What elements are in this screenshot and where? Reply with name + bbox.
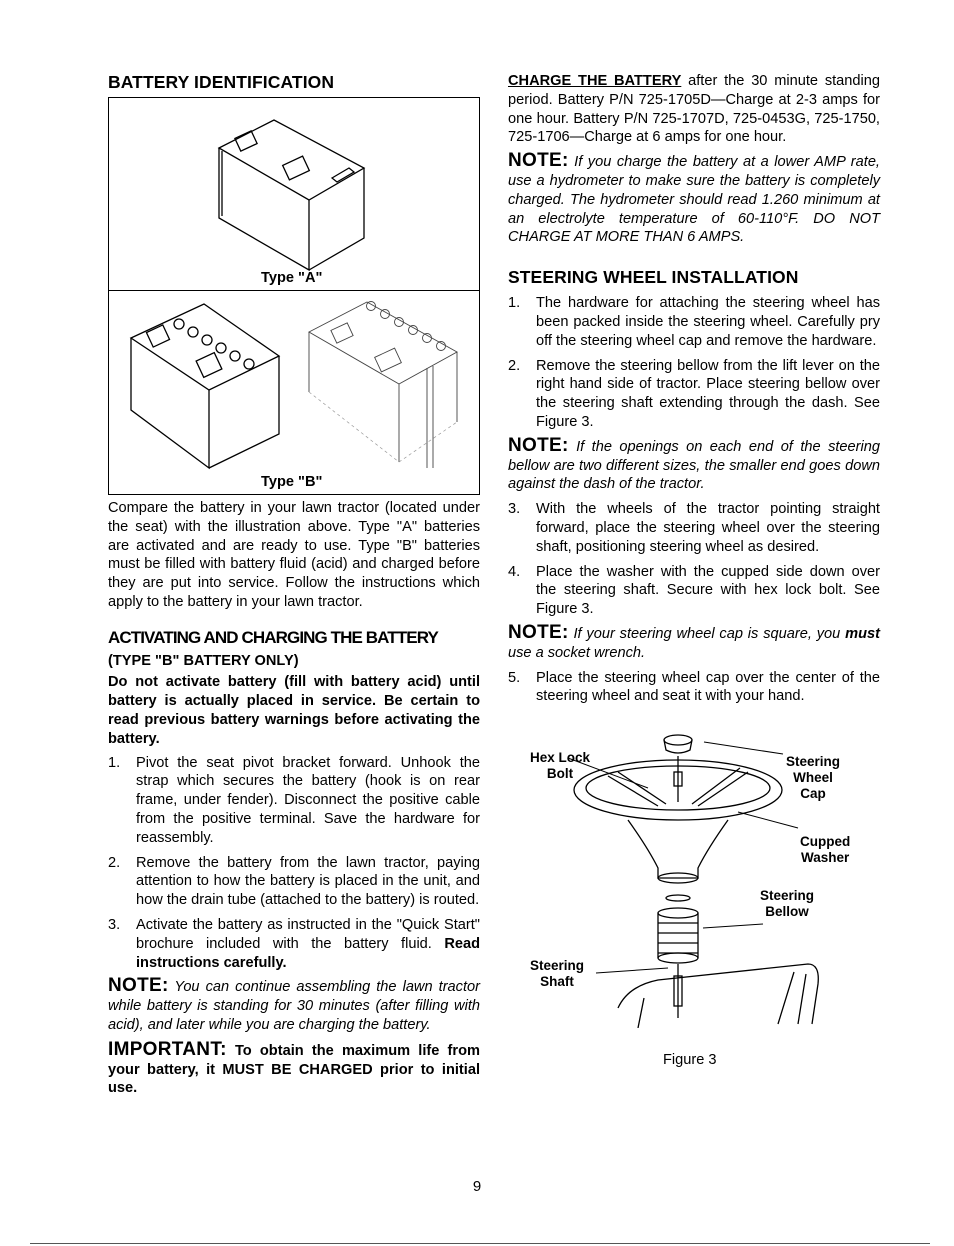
step-number: 3. [508,501,521,518]
steering-bellow-text: Steering Bellow [760,888,815,920]
page-number: 9 [472,1178,482,1195]
list-item [108,854,480,910]
step-text: Place the washer with the cupped side down over the steering shaft. Secure with hex lock bolt. See Figure 3. [536,563,880,618]
note-text: If the openings on each end of the steering bellow are two different sizes, the smaller end goes down against the dash of the tractor. [508,438,880,493]
right-column [508,72,880,1068]
step-number: 3. [108,916,121,933]
note-label: NOTE: [508,434,569,456]
charge-note [508,152,880,247]
step-number: 1. [508,295,521,312]
label-steering-bellow [760,888,814,920]
step-number: 4. [508,563,521,580]
note-label: NOTE: [508,621,569,643]
step-text: Pivot the seat pivot bracket forward. Unhook the strap which secures the battery (hook is on rear frame, under fender). Disconnect the positive cable from the positive terminal. Save the hardware for reassembly. [136,754,480,846]
type-a-label: Type "A" [261,270,323,286]
list-item [508,669,880,707]
step-text: Remove the steering bellow from the lift lever on the right hand side of tractor. Place steering bellow over the steering shaft extending through the dash. See Figure 3. [536,357,880,430]
activation-steps [108,754,480,973]
label-hex-lock-bolt [530,750,590,782]
battery-identification-figure [108,97,480,495]
note-label: NOTE: [108,975,169,997]
note-paragraph [108,977,480,1034]
activation-warning: Do not activate battery (fill with battery acid) until battery is actually placed in service. Be certain to read previous battery warnings before activating the battery. [108,673,480,747]
charge-text: after the 30 minute standing period. Battery P/N 725-1705D—Charge at 2-3 amps for one hour. Battery P/N 725-1707D, 725-0453G, 725-1750, 725-1706—Charge at 6 amps for one hour. [508,73,880,146]
step-number: 2. [508,357,521,374]
step-number: 1. [108,754,121,771]
battery-figure-divider [109,290,479,291]
list-item [108,916,480,972]
bottom-rule [30,1243,930,1244]
note-text: If your steering wheel cap is square, you [573,625,841,642]
charge-lead: CHARGE THE BATTERY [508,73,682,89]
step-text: Remove the battery from the lawn tractor, paying attention to how the battery is placed in the unit, and how the drain tube (attached to the battery) is routed. [136,854,480,909]
step-text: The hardware for attaching the steering wheel has been packed inside the steering wheel. Carefully pry off the steering wheel cap and remove the hardware. [536,295,880,349]
left-column [108,72,480,1098]
heading-steering-wheel-installation: STEERING WHEEL INSTALLATION [508,267,799,288]
steering-note-1 [508,434,880,494]
note-text: If you charge the battery at a lower AMP rate, use a hydrometer to make sure the battery is completely charged. The hydrometer should read 1.260 minimum at an electrolyte temperature of 60-110°F. DO NOT CHARGE AT MORE THAN 6 AMPS. [508,154,880,246]
type-b-label: Type "B" [261,474,323,490]
step-text: Activate the battery as instructed in the "Quick Start" brochure included with the battery fluid. [136,916,480,952]
list-item [508,294,880,350]
list-item [508,500,880,556]
steering-steps-c [508,669,880,707]
step-number: 5. [508,669,521,686]
charge-paragraph [508,72,880,147]
step-bold-tail: Read instructions carefully. [136,935,480,971]
hex-lock-bolt-text: Hex Lock Bolt [530,750,591,782]
label-steering-shaft [530,958,584,990]
important-label: IMPORTANT: [108,1038,227,1060]
list-item [108,754,480,848]
compare-paragraph: Compare the battery in your lawn tractor (located under the seat) with the illustration above. Type "A" batteries are activated and are ready to use. Type "B" batteries must be filled with battery fluid (acid) and charged before they are put into service. Follow the instructions which apply to the battery in your lawn tractor. [108,500,480,610]
step-number: 2. [108,854,121,871]
step-text: With the wheels of the tractor pointing straight forward, place the steering wheel over the steering shaft, positioning steering wheel as desired. [536,501,880,555]
type-b-only-label: (TYPE "B" BATTERY ONLY) [108,652,299,669]
note-text: use a socket wrench. [508,644,646,661]
type-a-battery-illustration [109,98,481,290]
steering-wheel-cap-text: Steering Wheel Cap [786,754,841,802]
important-paragraph [108,1038,480,1098]
steering-steps-b [508,500,880,619]
note-text: You can continue assembling the lawn tractor while battery is standing for 30 minutes (after filling with acid), and later while you are charging the battery. [108,979,480,1033]
steering-steps-a [508,294,880,432]
note-label: NOTE: [508,150,569,172]
figure-caption: Figure 3 [663,1052,717,1069]
steering-note-2 [508,621,880,663]
steering-shaft-text: Steering Shaft [530,958,585,990]
important-text: To obtain the maximum life from your battery, it MUST BE CHARGED prior to initial use. [108,1042,480,1097]
heading-battery-identification: BATTERY IDENTIFICATION [108,72,335,92]
list-item [508,357,880,432]
list-item [508,563,880,619]
cupped-washer-text: Cupped Washer [800,834,851,866]
label-cupped-washer [800,834,850,866]
label-steering-wheel-cap [786,754,840,802]
figure-3 [508,728,880,1068]
step-text: Place the steering wheel cap over the center of the steering wheel and seat it with your hand. [536,669,880,705]
type-b-battery-illustration [109,292,481,492]
note-must: must [845,625,880,642]
heading-activating-charging: ACTIVATING AND CHARGING THE BATTERY [108,627,438,647]
